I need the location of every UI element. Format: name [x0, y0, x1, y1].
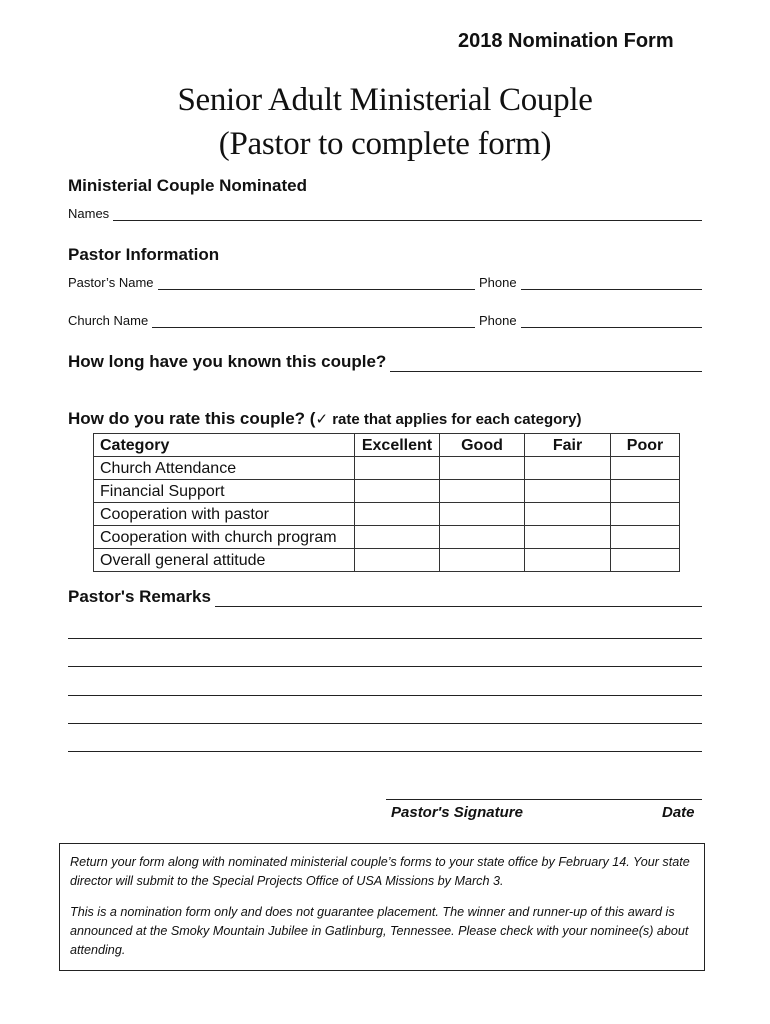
church-phone-input-line[interactable] [521, 315, 702, 328]
rating-question [68, 409, 581, 429]
fair-cell[interactable] [525, 503, 611, 526]
church-name-label: Church Name [68, 313, 149, 328]
good-cell[interactable] [440, 526, 525, 549]
poor-cell[interactable] [611, 549, 680, 572]
header-excellent: Excellent [355, 434, 440, 457]
remarks-line-4[interactable] [68, 723, 702, 724]
remarks-line-3[interactable] [68, 695, 702, 696]
table-row [94, 457, 680, 480]
pastor-phone-field[interactable] [479, 275, 702, 290]
remarks-line-2[interactable] [68, 666, 702, 667]
rating-header-row [94, 434, 680, 457]
couple-section-heading: Ministerial Couple Nominated [68, 176, 307, 195]
excellent-cell[interactable] [355, 526, 440, 549]
pastor-name-field[interactable] [68, 275, 475, 290]
excellent-cell[interactable] [355, 503, 440, 526]
excellent-cell[interactable] [355, 549, 440, 572]
good-cell[interactable] [440, 480, 525, 503]
church-phone-label: Phone [479, 313, 517, 328]
church-name-field[interactable] [68, 313, 475, 328]
church-name-input-line[interactable] [152, 315, 475, 328]
form-year-title: 2018 Nomination Form [458, 30, 674, 52]
known-question-input-line[interactable] [390, 357, 702, 372]
rating-question-text: How do you rate this couple? ( [68, 409, 316, 428]
excellent-cell[interactable] [355, 480, 440, 503]
category-label: Cooperation with church program [94, 526, 355, 549]
remarks-line-5[interactable] [68, 751, 702, 752]
pastor-name-input-line[interactable] [158, 277, 476, 290]
category-label: Church Attendance [94, 457, 355, 480]
checkmark-icon: ✓ [315, 411, 329, 428]
form-title: Senior Adult Ministerial Couple [177, 82, 593, 118]
category-label: Financial Support [94, 480, 355, 503]
notice-paragraph-2: This is a nomination form only and does not guarantee placement. The winner and runner-up of this award is announced at the Smoky Mountain Jubilee in Gatlinburg, Tennessee. Please check with your nominee(s) about attending. [70, 905, 689, 957]
form-subtitle: (Pastor to complete form) [218, 126, 552, 162]
remarks-heading: Pastor's Remarks [68, 587, 211, 606]
fair-cell[interactable] [525, 549, 611, 572]
header-poor: Poor [611, 434, 680, 457]
category-label: Cooperation with pastor [94, 503, 355, 526]
poor-cell[interactable] [611, 503, 680, 526]
notice-paragraph-1: Return your form along with nominated ministerial couple’s forms to your state office by February 14. Your state director will submit to the Special Projects Office of USA Missions by March 3. [70, 855, 690, 888]
remarks-line-1[interactable] [68, 638, 702, 639]
header-fair: Fair [525, 434, 611, 457]
rating-instruction: rate that applies for each category) [328, 411, 582, 428]
header-category: Category [94, 434, 355, 457]
good-cell[interactable] [440, 549, 525, 572]
good-cell[interactable] [440, 503, 525, 526]
fair-cell[interactable] [525, 457, 611, 480]
rating-table [93, 433, 680, 572]
remarks-field[interactable] [68, 587, 702, 607]
names-field[interactable] [68, 206, 702, 221]
good-cell[interactable] [440, 457, 525, 480]
remarks-input-line[interactable] [215, 592, 702, 607]
pastor-phone-input-line[interactable] [521, 277, 702, 290]
table-row [94, 549, 680, 572]
church-phone-field[interactable] [479, 313, 702, 328]
pastor-phone-label: Phone [479, 275, 517, 290]
table-row [94, 526, 680, 549]
date-label: Date [662, 804, 695, 821]
poor-cell[interactable] [611, 480, 680, 503]
poor-cell[interactable] [611, 526, 680, 549]
fair-cell[interactable] [525, 526, 611, 549]
names-input-line[interactable] [113, 208, 702, 221]
table-row [94, 503, 680, 526]
known-question-label: How long have you known this couple? [68, 352, 387, 371]
signature-label: Pastor's Signature [391, 804, 523, 821]
excellent-cell[interactable] [355, 457, 440, 480]
notice-box [59, 843, 705, 971]
poor-cell[interactable] [611, 457, 680, 480]
known-question-field[interactable] [68, 352, 702, 372]
pastor-name-label: Pastor’s Name [68, 275, 154, 290]
pastor-section-heading: Pastor Information [68, 245, 220, 264]
fair-cell[interactable] [525, 480, 611, 503]
category-label: Overall general attitude [94, 549, 355, 572]
signature-line[interactable] [386, 799, 702, 800]
names-label: Names [68, 206, 110, 221]
header-good: Good [440, 434, 525, 457]
table-row [94, 480, 680, 503]
